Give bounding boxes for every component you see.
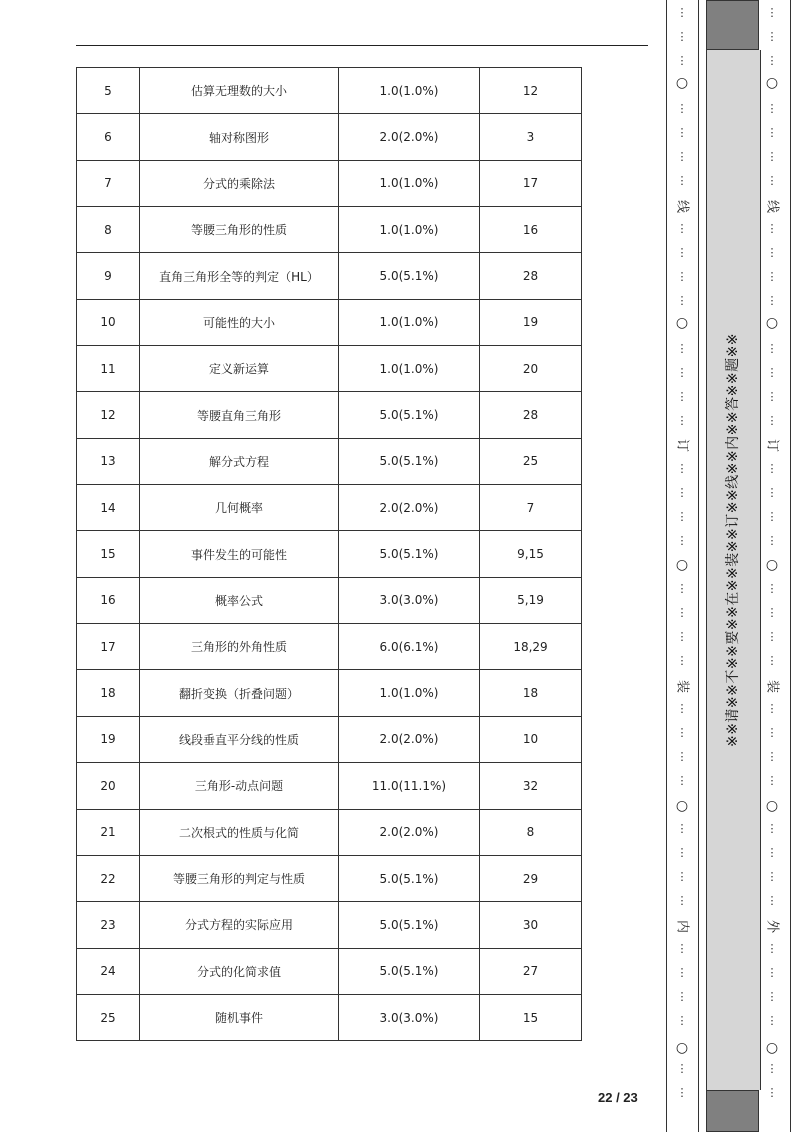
- score-share-cell: 5.0(5.1%): [339, 948, 480, 994]
- row-number-cell: 25: [77, 994, 140, 1040]
- binding-dot: ⋮: [676, 270, 688, 283]
- binding-dot: ⋮: [766, 414, 778, 427]
- inner-binding-label: 装: [674, 679, 690, 693]
- question-numbers-cell: 28: [480, 253, 582, 299]
- binding-dot: ⋮: [766, 774, 778, 787]
- outer-binding-label: 订: [764, 438, 780, 452]
- table-row: [77, 392, 582, 438]
- score-share-cell: 5.0(5.1%): [339, 902, 480, 948]
- outer-binding-label: 外: [764, 919, 780, 933]
- score-share-cell: 1.0(1.0%): [339, 670, 480, 716]
- inner-binding-label: 线: [674, 199, 690, 213]
- score-share-cell: 5.0(5.1%): [339, 253, 480, 299]
- binding-dot: ⋮: [676, 1086, 688, 1099]
- row-number-cell: 19: [77, 716, 140, 762]
- table-row: [77, 994, 582, 1040]
- score-share-cell: 1.0(1.0%): [339, 346, 480, 392]
- binding-dot: ⋮: [676, 846, 688, 859]
- binding-warning-text: ※※请※※不※※要※※在※※装※※订※※线※※内※※答※※题※※: [725, 332, 741, 748]
- binding-dot: ⋮: [676, 294, 688, 307]
- knowledge-point-cell: 分式的化简求值: [140, 948, 339, 994]
- binding-dot: ⋮: [676, 342, 688, 355]
- binding-dot: ⋮: [766, 390, 778, 403]
- row-number-cell: 12: [77, 392, 140, 438]
- binding-dot: ⋮: [766, 846, 778, 859]
- binding-dot: ⋮: [766, 654, 778, 667]
- binding-dot: ⋮: [676, 246, 688, 259]
- binding-dot: ⋮: [766, 486, 778, 499]
- question-numbers-cell: 3: [480, 114, 582, 160]
- binding-dot: ⋮: [766, 582, 778, 595]
- question-numbers-cell: 18: [480, 670, 582, 716]
- binding-dot: ⋮: [766, 150, 778, 163]
- binding-dot: ⋮: [676, 774, 688, 787]
- binding-dot: ⋮: [766, 750, 778, 763]
- table-row: [77, 68, 582, 114]
- table-row: [77, 624, 582, 670]
- question-numbers-cell: 18,29: [480, 624, 582, 670]
- binding-dot: ⋮: [766, 942, 778, 955]
- binding-dot: ⋮: [676, 1014, 688, 1027]
- score-share-cell: 6.0(6.1%): [339, 624, 480, 670]
- binding-dot: ⋮: [676, 126, 688, 139]
- binding-dot: ⋮: [676, 102, 688, 115]
- score-share-cell: 11.0(11.1%): [339, 763, 480, 809]
- binding-dot: ⋮: [676, 870, 688, 883]
- binding-dot: ⋮: [766, 966, 778, 979]
- binding-dot: ⋮: [676, 654, 688, 667]
- binding-dot: ⋮: [766, 822, 778, 835]
- binding-dot: ⋮: [676, 726, 688, 739]
- table-row: [77, 670, 582, 716]
- row-number-cell: 24: [77, 948, 140, 994]
- binding-circle-icon: ○: [765, 1040, 779, 1056]
- knowledge-point-cell: 几何概率: [140, 485, 339, 531]
- binding-dot: ⋮: [676, 462, 688, 475]
- binding-dot: ⋮: [676, 6, 688, 19]
- binding-dot: ⋮: [676, 366, 688, 379]
- binding-circle-icon: ○: [765, 798, 779, 814]
- binding-dot: ⋮: [676, 150, 688, 163]
- binding-dot: ⋮: [766, 726, 778, 739]
- score-share-cell: 5.0(5.1%): [339, 392, 480, 438]
- binding-dot: ⋮: [766, 54, 778, 67]
- question-numbers-cell: 8: [480, 809, 582, 855]
- table-row: [77, 855, 582, 901]
- score-share-cell: 1.0(1.0%): [339, 68, 480, 114]
- knowledge-point-cell: 轴对称图形: [140, 114, 339, 160]
- binding-dot: ⋮: [766, 174, 778, 187]
- row-number-cell: 13: [77, 438, 140, 484]
- score-share-cell: 2.0(2.0%): [339, 809, 480, 855]
- score-share-cell: 1.0(1.0%): [339, 299, 480, 345]
- question-numbers-cell: 28: [480, 392, 582, 438]
- binding-dot: ⋮: [676, 822, 688, 835]
- binding-block-bottom: [706, 1090, 759, 1132]
- outer-binding-label: 线: [764, 199, 780, 213]
- table-row: [77, 531, 582, 577]
- binding-dot: ⋮: [676, 534, 688, 547]
- binding-dot: ⋮: [676, 582, 688, 595]
- knowledge-point-cell: 分式的乘除法: [140, 160, 339, 206]
- score-share-cell: 5.0(5.1%): [339, 531, 480, 577]
- inner-binding-label: 内: [674, 919, 690, 933]
- knowledge-point-cell: 线段垂直平分线的性质: [140, 716, 339, 762]
- binding-dot: ⋮: [676, 894, 688, 907]
- binding-circle-icon: ○: [765, 557, 779, 573]
- knowledge-point-cell: 随机事件: [140, 994, 339, 1040]
- binding-dot: ⋮: [766, 246, 778, 259]
- knowledge-point-cell: 等腰三角形的性质: [140, 207, 339, 253]
- binding-dot: ⋮: [676, 990, 688, 1003]
- row-number-cell: 21: [77, 809, 140, 855]
- binding-dot: ⋮: [766, 1014, 778, 1027]
- binding-dot: ⋮: [676, 510, 688, 523]
- question-numbers-cell: 5,19: [480, 577, 582, 623]
- knowledge-point-cell: 翻折变换（折叠问题）: [140, 670, 339, 716]
- binding-dot: ⋮: [676, 1062, 688, 1075]
- score-share-cell: 1.0(1.0%): [339, 207, 480, 253]
- row-number-cell: 20: [77, 763, 140, 809]
- binding-dot: ⋮: [766, 222, 778, 235]
- binding-dot: ⋮: [766, 702, 778, 715]
- table-row: [77, 346, 582, 392]
- binding-dot: ⋮: [766, 6, 778, 19]
- knowledge-point-cell: 事件发生的可能性: [140, 531, 339, 577]
- knowledge-point-cell: 等腰直角三角形: [140, 392, 339, 438]
- knowledge-point-cell: 分式方程的实际应用: [140, 902, 339, 948]
- binding-dot: ⋮: [766, 1086, 778, 1099]
- table-row: [77, 114, 582, 160]
- binding-dot: ⋮: [766, 126, 778, 139]
- knowledge-point-cell: 估算无理数的大小: [140, 68, 339, 114]
- binding-dot: ⋮: [766, 462, 778, 475]
- binding-dot: ⋮: [766, 102, 778, 115]
- knowledge-point-cell: 三角形-动点问题: [140, 763, 339, 809]
- table-row: [77, 902, 582, 948]
- table-row: [77, 207, 582, 253]
- binding-dot: ⋮: [766, 294, 778, 307]
- binding-dot: ⋮: [766, 30, 778, 43]
- question-numbers-cell: 29: [480, 855, 582, 901]
- outer-border-line-2: [790, 0, 791, 1132]
- binding-dot: ⋮: [766, 270, 778, 283]
- score-share-cell: 3.0(3.0%): [339, 994, 480, 1040]
- score-share-cell: 5.0(5.1%): [339, 438, 480, 484]
- binding-dot: ⋮: [676, 174, 688, 187]
- binding-dot: ⋮: [676, 54, 688, 67]
- score-share-cell: 2.0(2.0%): [339, 716, 480, 762]
- binding-dot: ⋮: [766, 990, 778, 1003]
- table-row: [77, 948, 582, 994]
- score-share-cell: 5.0(5.1%): [339, 855, 480, 901]
- table-row: [77, 716, 582, 762]
- inner-border-line: [666, 0, 667, 1132]
- question-numbers-cell: 19: [480, 299, 582, 345]
- binding-circle-icon: ○: [765, 315, 779, 331]
- question-numbers-cell: 30: [480, 902, 582, 948]
- knowledge-point-cell: 概率公式: [140, 577, 339, 623]
- binding-dot: ⋮: [676, 486, 688, 499]
- question-numbers-cell: 16: [480, 207, 582, 253]
- knowledge-point-cell: 直角三角形全等的判定（HL）: [140, 253, 339, 299]
- binding-circle-icon: ○: [675, 798, 689, 814]
- header-rule: [76, 45, 648, 46]
- binding-dot: ⋮: [676, 942, 688, 955]
- row-number-cell: 22: [77, 855, 140, 901]
- binding-dot: ⋮: [676, 414, 688, 427]
- binding-dot: ⋮: [676, 966, 688, 979]
- binding-dot: ⋮: [766, 606, 778, 619]
- table-row: [77, 253, 582, 299]
- inner-dotted-line: [675, 0, 689, 1132]
- table-row: [77, 438, 582, 484]
- table-row: [77, 160, 582, 206]
- binding-dot: ⋮: [676, 702, 688, 715]
- table-row: [77, 299, 582, 345]
- question-numbers-cell: 15: [480, 994, 582, 1040]
- inner-binding-label: 订: [674, 438, 690, 452]
- row-number-cell: 18: [77, 670, 140, 716]
- question-numbers-cell: 20: [480, 346, 582, 392]
- row-number-cell: 6: [77, 114, 140, 160]
- row-number-cell: 8: [77, 207, 140, 253]
- question-numbers-cell: 27: [480, 948, 582, 994]
- row-number-cell: 7: [77, 160, 140, 206]
- binding-dot: ⋮: [766, 894, 778, 907]
- knowledge-point-cell: 等腰三角形的判定与性质: [140, 855, 339, 901]
- binding-dot: ⋮: [766, 870, 778, 883]
- table-row: [77, 485, 582, 531]
- binding-dot: ⋮: [676, 630, 688, 643]
- table-row: [77, 763, 582, 809]
- page-number: 22 / 23: [598, 1090, 638, 1105]
- row-number-cell: 10: [77, 299, 140, 345]
- question-numbers-cell: 25: [480, 438, 582, 484]
- knowledge-point-table: [76, 67, 582, 1041]
- row-number-cell: 9: [77, 253, 140, 299]
- binding-circle-icon: ○: [675, 75, 689, 91]
- binding-dot: ⋮: [766, 342, 778, 355]
- row-number-cell: 16: [77, 577, 140, 623]
- question-numbers-cell: 12: [480, 68, 582, 114]
- row-number-cell: 17: [77, 624, 140, 670]
- question-numbers-cell: 10: [480, 716, 582, 762]
- question-numbers-cell: 32: [480, 763, 582, 809]
- score-share-cell: 2.0(2.0%): [339, 114, 480, 160]
- binding-dot: ⋮: [766, 630, 778, 643]
- binding-dot: ⋮: [676, 606, 688, 619]
- row-number-cell: 15: [77, 531, 140, 577]
- binding-circle-icon: ○: [675, 315, 689, 331]
- inner-border-line-2: [698, 0, 699, 1132]
- binding-dot: ⋮: [676, 30, 688, 43]
- knowledge-point-cell: 三角形的外角性质: [140, 624, 339, 670]
- knowledge-point-cell: 可能性的大小: [140, 299, 339, 345]
- binding-circle-icon: ○: [675, 1040, 689, 1056]
- question-numbers-cell: 17: [480, 160, 582, 206]
- knowledge-point-cell: 二次根式的性质与化简: [140, 809, 339, 855]
- table-row: [77, 809, 582, 855]
- outer-dotted-line: [765, 0, 779, 1132]
- row-number-cell: 14: [77, 485, 140, 531]
- outer-binding-label: 装: [764, 679, 780, 693]
- binding-block-top: [706, 0, 759, 50]
- row-number-cell: 5: [77, 68, 140, 114]
- score-share-cell: 1.0(1.0%): [339, 160, 480, 206]
- binding-dot: ⋮: [676, 390, 688, 403]
- binding-dot: ⋮: [766, 534, 778, 547]
- binding-circle-icon: ○: [675, 557, 689, 573]
- row-number-cell: 23: [77, 902, 140, 948]
- binding-dot: ⋮: [676, 222, 688, 235]
- binding-dot: ⋮: [766, 510, 778, 523]
- row-number-cell: 11: [77, 346, 140, 392]
- question-numbers-cell: 9,15: [480, 531, 582, 577]
- table-row: [77, 577, 582, 623]
- knowledge-point-cell: 解分式方程: [140, 438, 339, 484]
- binding-dot: ⋮: [766, 366, 778, 379]
- score-share-cell: 2.0(2.0%): [339, 485, 480, 531]
- binding-dot: ⋮: [676, 750, 688, 763]
- question-numbers-cell: 7: [480, 485, 582, 531]
- knowledge-point-cell: 定义新运算: [140, 346, 339, 392]
- binding-circle-icon: ○: [765, 75, 779, 91]
- binding-dot: ⋮: [766, 1062, 778, 1075]
- score-share-cell: 3.0(3.0%): [339, 577, 480, 623]
